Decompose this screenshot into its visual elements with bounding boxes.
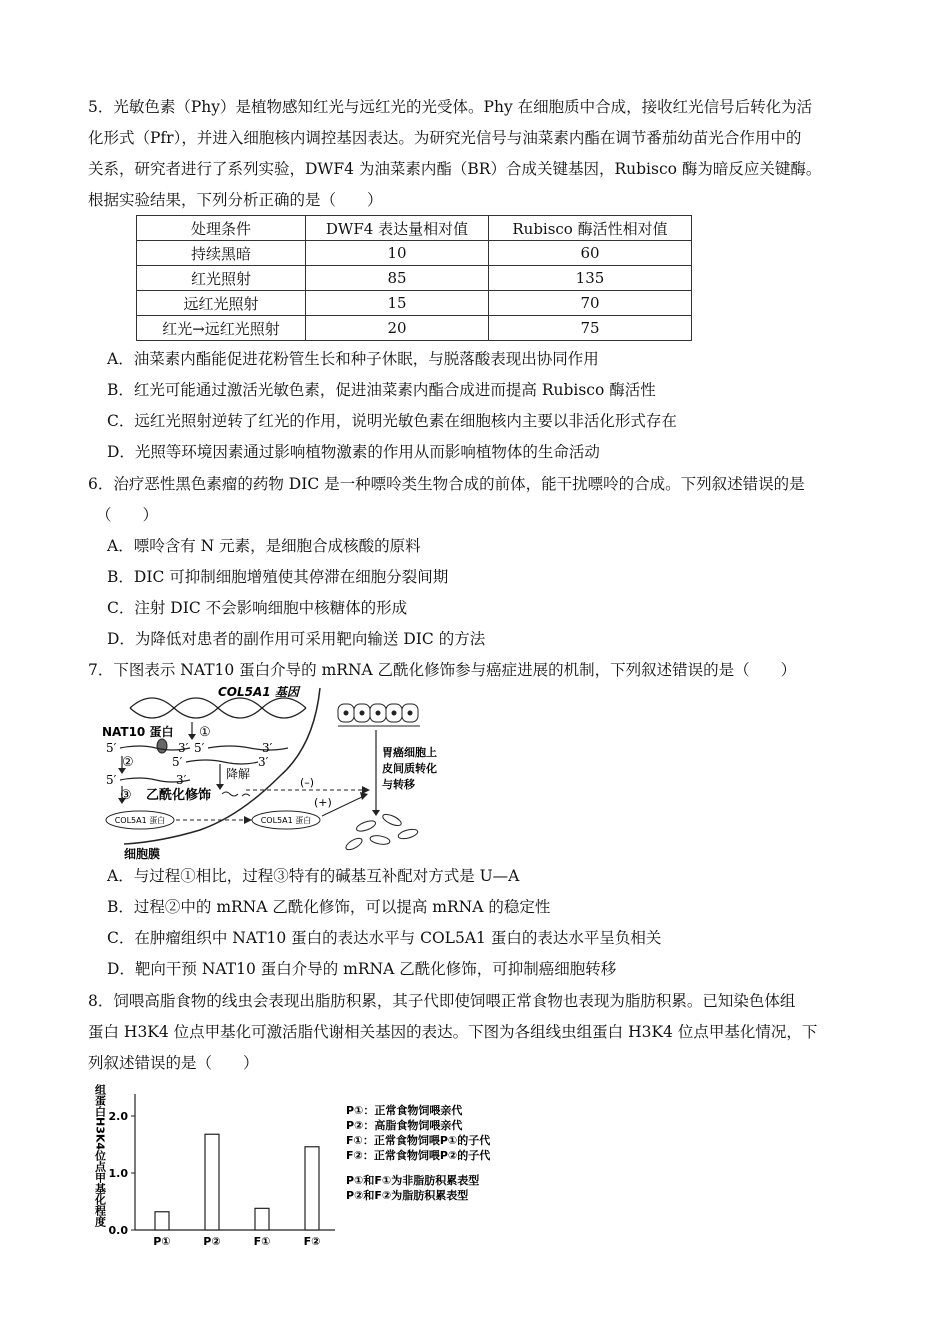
q6-line-2: （ ）	[96, 506, 159, 524]
methylation-bar-chart	[90, 1080, 540, 1255]
table-row	[137, 241, 692, 266]
emt-label-2: 皮间质转化	[382, 762, 437, 775]
bar-1	[155, 1212, 169, 1230]
q8-line-1: 8．饲喂高脂食物的线虫会表现出脂肪积累，其子代即使饲喂正常食物也表现为脂肪积累。已知染色体组	[88, 992, 796, 1010]
mesenchymal-cells	[344, 812, 418, 852]
table-cell: 10	[306, 241, 489, 266]
end-3-label: 3′	[176, 773, 187, 787]
q6-option-a: A．嘌呤含有 N 元素，是细胞合成核酸的原料	[107, 537, 421, 555]
q5-option-c: C．远红光照射逆转了红光的作用，说明光敏色素在细胞核内主要以非活化形式存在	[107, 412, 677, 430]
table-header: 处理条件	[137, 216, 306, 241]
emt-label-1: 胃癌细胞上	[382, 746, 437, 759]
table-cell: 85	[306, 266, 489, 291]
end-5-label: 5′	[106, 773, 117, 787]
col5a1-protein-2-label: COL5A1 蛋白	[260, 816, 312, 825]
process-2-label: ②	[122, 755, 134, 770]
end-3-label: 3′	[178, 741, 189, 755]
end-5-label: 5′	[172, 755, 183, 769]
gene-label: COL5A1 基因	[218, 686, 299, 699]
minus-sign-label: (–)	[300, 776, 315, 789]
cell-membrane-label: 细胞膜	[124, 847, 161, 861]
y-tick-label: 0.0	[108, 1224, 128, 1237]
q5-line-3: 关系，研究者进行了系列实验，DWF4 为油菜素内酯（BR）合成关键基因，Rubisco 酶为暗反应关键酶。	[88, 160, 822, 178]
end-5-label: 5′	[106, 741, 117, 755]
q7-option-d: D．靶向干预 NAT10 蛋白介导的 mRNA 乙酰化修饰，可抑制癌细胞转移	[107, 960, 617, 978]
x-tick-label: P②	[203, 1235, 221, 1248]
col5a1-protein-1-label: COL5A1 蛋白	[114, 816, 166, 825]
end-3-label: 3′	[258, 755, 269, 769]
table-header: Rubisco 酶活性相对值	[489, 216, 692, 241]
q5-data-table	[136, 215, 692, 341]
x-tick-label: F①	[253, 1235, 271, 1248]
q5-option-a: A．油菜素内酯能促进花粉管生长和种子休眠，与脱落酸表现出协同作用	[107, 350, 599, 368]
nat10-label: NAT10 蛋白	[102, 725, 174, 739]
q5-line-1: 5．光敏色素（Phy）是植物感知红光与远红光的光受体。Phy 在细胞质中合成，接收红光信号后转化为活	[88, 98, 813, 116]
table-row	[137, 316, 692, 341]
table-cell: 60	[489, 241, 692, 266]
plus-sign-label: (+)	[314, 796, 332, 809]
x-tick-label: P①	[153, 1235, 171, 1248]
q5-option-b: B．红光可能通过激活光敏色素，促进油菜素内酯合成进而提高 Rubisco 酶活性	[107, 381, 656, 399]
nat10-protein-shape	[157, 739, 167, 753]
legend-entry: P①：正常食物饲喂亲代	[346, 1104, 463, 1117]
table-cell: 15	[306, 291, 489, 316]
table-cell: 红光→远红光照射	[137, 316, 306, 341]
emt-label-3: 与转移	[382, 778, 415, 791]
table-header-row	[137, 216, 692, 241]
legend-entry: F②：正常食物饲喂P②的子代	[346, 1149, 491, 1162]
table-cell: 135	[489, 266, 692, 291]
table-row	[137, 266, 692, 291]
chart-note: P②和F②为脂肪积累表型	[346, 1189, 469, 1202]
table-cell: 红光照射	[137, 266, 306, 291]
nat10-mechanism-diagram	[100, 686, 440, 861]
y-tick-label: 1.0	[108, 1167, 128, 1180]
table-cell: 20	[306, 316, 489, 341]
bar-2	[205, 1134, 219, 1230]
legend-entry: P②：高脂食物饲喂亲代	[346, 1119, 463, 1132]
acetylation-label: 乙酰化修饰	[146, 788, 212, 803]
table-row	[137, 291, 692, 316]
bar-4	[305, 1147, 319, 1230]
process-3-label: ③	[120, 788, 132, 803]
table-cell: 持续黑暗	[137, 241, 306, 266]
chart-note: P①和F①为非脂肪积累表型	[346, 1174, 480, 1187]
q5-line-4: 根据实验结果，下列分析正确的是（ ）	[88, 191, 383, 209]
degrade-label: 降解	[226, 767, 251, 781]
q8-line-2: 蛋白 H3K4 位点甲基化可激活脂代谢相关基因的表达。下图为各组线虫组蛋白 H3K4 位点甲基化情况，下	[88, 1023, 818, 1041]
table-cell: 远红光照射	[137, 291, 306, 316]
q6-line-1: 6．治疗恶性黑色素瘤的药物 DIC 是一种嘌呤类生物合成的前体，能干扰嘌呤的合成。下列叙述错误的是	[88, 475, 805, 493]
end-5-label: 5′	[194, 741, 205, 755]
y-tick-label: 2.0	[108, 1110, 128, 1123]
q7-option-b: B．过程②中的 mRNA 乙酰化修饰，可以提高 mRNA 的稳定性	[107, 898, 551, 916]
table-header: DWF4 表达量相对值	[306, 216, 489, 241]
y-axis-label: 组蛋白H3K4位点甲基化程度	[93, 1084, 107, 1228]
q6-option-b: B．DIC 可抑制细胞增殖使其停滞在细胞分裂间期	[107, 568, 449, 586]
q6-option-c: C．注射 DIC 不会影响细胞中核糖体的形成	[107, 599, 408, 617]
q6-option-d: D．为降低对患者的副作用可采用靶向输送 DIC 的方法	[107, 630, 486, 648]
end-3-label: 3′	[262, 741, 273, 755]
q5-option-d: D．光照等环境因素通过影响植物激素的作用从而影响植物体的生命活动	[107, 443, 600, 461]
x-tick-label: F②	[303, 1235, 321, 1248]
table-cell: 70	[489, 291, 692, 316]
legend-entry: F①：正常食物饲喂P①的子代	[346, 1134, 491, 1147]
bar-3	[255, 1208, 269, 1230]
process-1-label: ①	[199, 725, 211, 740]
q7-option-c: C．在肿瘤组织中 NAT10 蛋白的表达水平与 COL5A1 蛋白的表达水平呈负相关	[107, 929, 662, 947]
q8-line-3: 列叙述错误的是（ ）	[88, 1054, 259, 1072]
q5-line-2: 化形式（Pfr），并进入细胞核内调控基因表达。为研究光信号与油菜素内酯在调节番茄幼苗光合作用中的	[88, 129, 802, 147]
table-cell: 75	[489, 316, 692, 341]
q7-option-a: A．与过程①相比，过程③特有的碱基互补配对方式是 U—A	[107, 867, 520, 885]
q7-line-1: 7．下图表示 NAT10 蛋白介导的 mRNA 乙酰化修饰参与癌症进展的机制，下列叙述错误的是（ ）	[88, 661, 797, 679]
